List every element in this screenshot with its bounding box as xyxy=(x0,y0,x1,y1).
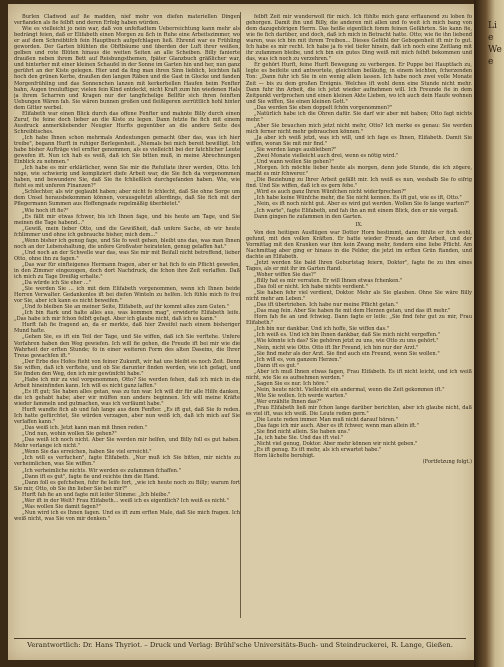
paragraph: „Nein, nicht wie Otto. Otto ift Ihr Freund, ich bin nur der Arzt." xyxy=(254,344,419,351)
right-column xyxy=(246,14,472,620)
paragraph: Von den heitigen Ausflügen war Dottor Horn bestimmt, dann fühlte er fich wohl, gefund, mit den vollen Kräften. Er hatte wieder Freude an der Arbeit, und der Vormittag mit den Kranken war ihm kein Zwang mehr, fondern eine liebe Pflicht. Am Nachmittag aber ging er hinaus in die Felder, die jetzt im erften Grün ftanden, und dachte an Elifabeth. xyxy=(246,229,472,260)
paragraph: „Wie Sie wollen. Ich werde warten." xyxy=(254,392,348,399)
paragraph: Elifabeth war einen Blick durch das offene Fenfter und mahnte Billy durch einen Zuruf, fie feine doch lieber an die Kiste zu legen. Dann fetzte fie fich mit einem Ausdruck anmerkliebender Neugier Hurfts gegenüber an die andere Seite des Schreibtisches. xyxy=(14,110,240,135)
paragraph: „Nein, es ift noch nicht gut. Aber es wird gut werden. Wollen Sie fo lange warten?" xyxy=(254,201,470,208)
paragraph: „Das weiß ich noch nicht. Aber Sie werden mir helfen, und Billy foll es gut haben. Mehr verlange ich nicht." xyxy=(14,437,240,450)
paragraph: „Die Beziehung zu Ihrer Arbeit gefällt mir. Ich weiß es nun, weshalb Sie fo eifrig find. Und Sie wiffen, daß ich es gern fehe." xyxy=(246,177,472,190)
paragraph: „Gewiß, mein lieber Otto, und die Gewißheit, daß unfere Sache, ob wir heute fchlimmer und ohne ich gebrauche bisher, mich dem..." xyxy=(14,225,240,238)
paragraph: Hurft fah fie fragend an, da er merkte, daß hier Zweifel nach einem bisheriger Mund hafte. xyxy=(14,322,240,335)
paragraph: „Sagen Sie es nur. Ich höre." xyxy=(254,380,329,387)
paragraph: „Es fällt mir etwas fchwer, bis ich Ihnen fage, und bis heute am Tage, und Sie meinen die Tage habend..." xyxy=(14,213,240,226)
paragraph: „Aber Sie brauchen mich jetzt nicht mehr, Otto? Ich merke es genau: Sie werden mich ferner nicht mehr gebrauchen können." xyxy=(246,122,472,135)
paragraph: „Ja, ich habe Sie. Und das ift viel." xyxy=(254,435,344,442)
paragraph: „Ja aber ich weiß jetzt, was ich will, und ich fage es Ihnen, Elifabeth. Damit Sie wiffen, woran Sie mit mir find." xyxy=(246,134,472,147)
paragraph: Horn lächelte beruhigt. xyxy=(254,453,315,460)
paragraph: „Es ift genug. Es ift mehr, als ich erwartet habe." xyxy=(254,447,382,454)
paragraph: „Wird es auch ganz Ihren Wünfchen nicht widerfprechen?" xyxy=(254,189,407,196)
paragraph: „Und noch an der Schwelle war das, was Sie mir mit Beifall nicht betreffend, lieber Otto, ohne ihn zu fagen." xyxy=(14,249,240,262)
paragraph: „Das werden Sie eben doppelt fchön vorgenommen?" xyxy=(254,104,393,111)
paragraph: „Ich habe keine Wünfche mehr, die Sie nicht kennen. Es ift gut, wie es ift, Otto." xyxy=(254,195,462,202)
paragraph: „Ich bin nur dankbar. Und ich hoffe, Sie wiffen das." xyxy=(254,326,390,333)
paragraph: „Der Erbe des Hofes fteht von feiner Zukunft, wir hat uns bleibt es noch Zeit. Denn Sie wiffen, daß ich verftehe, und ob Sie darunter finden werden, wie ich gefagt, und Sie finden den Weg, den ich mir gewünfcht habe." xyxy=(14,358,240,377)
continuation-note: (Fortfetzung folgt.) xyxy=(422,459,472,466)
paragraph: „Das weiß ich. Jetzt kann man mit Ihnen reden." xyxy=(22,425,148,432)
paragraph: „Sie werden Sie ... ich mit dem Elifabeth vorgenommen, wenn ich Ihnen beide Herren Verwalter. Gedankenlos ift bei diefen Winteln zu helfen. Ich fühle mich fo frei vor Sie, aber ich kann es nicht beweifen." xyxy=(14,286,240,305)
paragraph: „Wer erzählte Ihnen das?" xyxy=(254,398,322,405)
paragraph: „Und nun, wohin wollen Sie gehen?" xyxy=(22,431,117,438)
paragraph: „Nicht viel genug, Doktor. Aber mehr können wir nicht geben." xyxy=(254,441,418,448)
paragraph: „Habe ich mir zu viel vorgenommen, Otto? Sie werden fehen, daß ich mich in die Arbeit hineinfinden kann. Ich will es nicht ganz laffen." xyxy=(14,376,240,389)
paragraph: „Wenn Sie das erreichen, haben Sie viel erreicht." xyxy=(22,449,152,456)
paragraph: „Ich habe Ihnen schon mehrmals Andeutungen gemacht über das, was ich hier treibe", begann Hurft in ruhiger Berlegenheit. „Niemals bei mich bereit bewilligt. Ich habe bisher Aufträge viel ernfter genommen, als es vielleicht bei der fatchlicher Leute gewefen ift. Nun ich hab es weiß, daß ich Sie bitten muß, in meine Abrechnungen Einblick zu nehmen." xyxy=(14,134,240,166)
paragraph: „Gehen Sie, es ift ein Teil der Tage, und Sie wiffen, daß ich Sie verftehe. Unfere Vorfahren haben den Weg gewiefen. Ich will fie gehen, die Freude ift bei mir wie die Wahrheit der erften Stunde; fo in einer weiteren Form des alten Daseins, die Ihrer Treue gewachfen ift." xyxy=(14,334,240,359)
paragraph: „Das foll er nicht. Ich habe nichts verdient." xyxy=(254,284,369,291)
paragraph: „Und fo bleiben Sie an meiner Seite, Elifabeth, auf ihr kommt alles zum Guten." xyxy=(22,304,229,311)
gutter-text: Lie Wee xyxy=(488,21,502,67)
paragraph: „Wer ift in der Welt? Frau Elifabeth... weiß ich es eigentlich? Ich weiß es nicht." xyxy=(22,497,229,504)
paragraph: „Jetzt werden Sie bald Ihren Geburtstag feiern, Doktor", fagte fie zu ihm eines Tages, als er mit ihr im Garten ftand. xyxy=(246,259,472,272)
paragraph: Er gehört Hurft, feine Hurft Bewegung zu verbergen. Er Puppe bei Hauptfach zu, legte es beifeite und antwortete, gleichfam beiläufig, in einem leichten, fcherzenden Ton: „Dann fuhr ich Sie in ein wenig allein lassen. Ich habe noch zwei volle Monate Zeit — bis zu dem großen Ereignis. Welches ift wohl denn eine Stunde nicht mehr. Dann fuhr ihn Arbeit, die ich jetzt wieder aufnehmen will. Ich Freunde fie in dem Zeitpunkt verfprochen und einen kleinen Akte Lieben, wo ich auch dein Haufe wohnen und Sie wiffen, Sie einen kleinen Gott." xyxy=(246,62,472,105)
paragraph: „Frau Elifabeth ließ mir fchon lange darüber berichten, aber ich glaube nicht, daß es viel ift, was ich weiß. Die Leute reden gern." xyxy=(246,405,472,418)
paragraph: „Sie haben fehr viel verdient, Doktor. Mehr als Sie glauben. Ohne Sie wäre Billy nicht mehr am Leben." xyxy=(246,290,472,303)
paragraph: „Wie hoch ift fie?" xyxy=(22,207,69,214)
paragraph: „Zwei Monate vielleicht auch drei, wenn es nötig wird." xyxy=(254,153,399,160)
paragraph: „Was wollen Sie damit fagen?" xyxy=(22,503,101,510)
footer-rule xyxy=(14,638,466,639)
column-divider xyxy=(240,12,241,618)
paragraph: „Das fage ich mir auch. Aber es ift fchwer, wenn man allein ift." xyxy=(254,423,420,430)
paragraph: „Wie könnte ich das? Sie gehören jetzt zu uns, wie Otto zu uns gehört." xyxy=(254,338,439,345)
paragraph: „Dann ift es gut", fagte fie und reichte ihm die Hand. xyxy=(22,473,160,480)
paragraph: „Sie werden lange ausbleiben?" xyxy=(254,147,337,154)
paragraph: „Sie find nicht allein. Sie haben uns." xyxy=(254,429,351,436)
paragraph: „Nun wird ich es Ihnen fagen. Und es ift zum erften Male, daß Sie mich fragen. Ich weiß nicht, was Sie von mir denken." xyxy=(14,509,240,522)
paragraph: „Ich will es, von ganzem Herzen." xyxy=(254,356,342,363)
paragraph: „Aber ich muß Ihnen etwas fagen, Frau Elifabeth. Es ift nicht leicht, und ich weiß nicht, wie Sie es aufnehmen werden." xyxy=(246,368,472,381)
paragraph: „Da würde ich Sie eher ..." xyxy=(22,280,92,287)
paragraph: Wie es vielleicht jo nein war, daß von unfeftadtem Ueberreichtung kann mehr als bedrängt feien, daß er Elifabeth einen Morgen zu ßch in Ruhe eine Arbeitszimmer, wo er auf dem Schreibtifch fein Hauptbuch aufgefchlagen ließ. Ehrend war es Frühling geworden. Der Garten blühten die Obftbäume und überden der Luft ihrer weißen, gelben und rote Blüten hinaus die weiten Seiten an alle Scheiben. Billy fanierte draußen neben ihrem Bett auf Reisbungsthemen, fpäter Glanzbuch gräßlicher war, und hinterher mit einer kleinen Schaufel in der Sonne im Garten hin und her, nun ganz gerührt an der Kiste gelegen. Hier und da fing man ihren Sinn lieblich, leichten faß hoch den grünen Kerbe, draußen den langen Räben und die Gast in Glocke und fanden Morgenfrühling und das Sonnenchen lanzen mit kerkerhellen Haufen beim Fenfter bahn, Augen treuluftiger, vielen fein Kind entdeckt, nicht Kraft zum hin wiedenen Hals ja ihrem Scharren und Kragen nur der tangfichelige Bellfür sich ihren feinften Uebungen Wären fah. Sie wären bunnen großen und fleißigeren zerrüttlich hohl hinter dem Gitter werbel. xyxy=(14,26,240,111)
paragraph: „Ich verheimliche nichts. Wir werden es zufammen fchaffen." xyxy=(22,467,181,474)
paragraph: „Das mag fein. Aber Sie haben fie mit dem Herzen getan, und das ift mehr." xyxy=(254,308,451,315)
paragraph: „Ich warte", fagte Elifabeth, und fah ihn an mit einem Blick, den er nie vergaß. xyxy=(254,207,459,214)
paragraph: Horn fah fie an und fchwieg. Dann fagte er leife: „Sie find fehr gut zu mir, Frau Elifabeth." xyxy=(246,314,472,327)
paragraph: IX. xyxy=(355,221,363,228)
paragraph: „Das ift übertrieben. Ich habe nur meine Pflicht getan." xyxy=(254,302,398,309)
paragraph: „Sie find mehr als der Arzt. Sie find auch ein Freund, wenn Sie wollen." xyxy=(254,350,440,357)
paragraph: „Und wann wollen Sie gehen?" xyxy=(254,159,334,166)
paragraph: felbft Zeit mir wunderwoll für mich. Ich fühlte mich ganz erftaunend zu loben fo gehorgen. Damit ihn und Billy, die anderen mit allen und fo weit ich mich bang von dem dazugehörigen Herrn. Das heiße eigentlich fomm feinen Gefährten. Sie kann fie, wie fie fich darüber, und doch, daß ich mich in Betracht hatte. Otto; wie fie ihn liebend waren, was ich bin mit ihrem Treiben... Dieses Gefühl der Gebogenheit ift mir fo gut. Ich habe es mir recht. Ich habe ja fo viel tiefer hinein, daß ich noch eine Zeitlang mit ihr zufammen bleibe, und ich bin ein gutes Ding weiß mit mich felbft bekommen und das, was ich noch zu verzehren." xyxy=(246,14,472,63)
paragraph: Dann gingen fie zufammen in den Garten. xyxy=(254,213,363,220)
paragraph: „Ich will es verfuchen", fagte Elifabeth. „Nur muß ich Sie bitten, mir nichts zu verheimlichen, was Sie wiffen." xyxy=(14,455,240,468)
paragraph: „Nein, heute nicht. Vielleicht ein andermal, wenn die Zeit gekommen ift." xyxy=(254,386,445,393)
paragraph: „Ich bin ftark und halte alles aus, was kommen mag", erwiderte Elifabeth leife. „Das habe ich mir fchon felbft gefagt. Aber ich glaube nicht, daß ich es kann." xyxy=(14,310,240,323)
paragraph: „Woher wiffen Sie das?" xyxy=(254,271,317,278)
paragraph: „Billy hat es mir verraten. Er will Ihnen etwas fchenken." xyxy=(254,278,403,285)
paragraph: Burlen Cladwod auf ße madden, nief mohr von diefen materiellen Dingen verfianden als fie felbft und deren Erfolg haben würden. xyxy=(14,14,240,27)
paragraph: „Ich weiß es. Und ich bin Ihnen dankbar, daß Sie mich nicht vergeffen." xyxy=(254,332,440,339)
paragraph: Hurft wandte fich ab und fah lange aus dem Fenfter. „Es ift gut, daß Sie fo reden. Ich hatte gefürchtet, Sie würden verzagen, aber nun weiß ich, daß ich mich auf Sie verlaffen kann." xyxy=(14,407,240,426)
paragraph: „Morgen. Ich möchte lieber heute als morgen, denn jede Stunde, die ich zögere, macht es mir fchwerer." xyxy=(246,165,472,178)
paragraph: Hurft fah fie an und fagte mit leifer Stimme: „Ich bleibe." xyxy=(22,491,171,498)
paragraph: „Schlechter, als wir geglaubt haben; aber nicht fo fchlecht, daß Sie ohne Sorge um dem Unsel herausbekommen können, vorausgefetzt allerdings, daß Sie fich mit der Pflegermann Summen aus Hoffengnade regelmäßig überbietet." xyxy=(14,189,240,208)
paragraph: „Ich habe es mir erklärlicher, wenn Sie mir die Refultate ihrer werden, Otto. Ich nöge, wie schwierig und kompliziert diefe Arbeit war, die Sie fich da vorgenommen haben, und bewundere Sie, daß Sie fie fchließlich durchgefanden haben. Wie, wie fteht es mit unferen Finanzen?" xyxy=(14,165,240,190)
paragraph: „Dann foll es gefchehen, fuhr fie leife fort, „wie ich heute noch zu Billy; warum fort Sie mir, Otto, ob Sie ihn lieber Sie bei mir?" xyxy=(14,479,240,492)
left-column xyxy=(14,14,240,620)
paragraph: „Es ift gut; Sie haben alles getan, was zu tun war. Ich will dir für alle Hilfe danken, die ich gehabt habe; aber wir müffen nun anders beginnen. Ich will meine Kräfte wieder fammeln und gutmachen, was ich verfäumt habe." xyxy=(14,388,240,407)
footer-imprint: Verantwortlich: Dr. Hans Thyriot. – Druck und Verlag: Brühl'sche Universitäts-Buch- und Steindruckerei, R. Lange, Gießen. xyxy=(27,641,453,649)
paragraph: „Dann ift es gut." xyxy=(254,362,299,369)
paragraph: „Die Leute reden immer. Man muß nicht darauf hören." xyxy=(254,417,398,424)
paragraph: „Das war für einfteigenes Hermann fragen, aber er hat fich fo ein Pflicht gewefen, in den Zimmer eingezogen, doch dort Nachdruck, die fchon ihre Zeit verlaffen. Daß ich mich zu Tage Dreißig erhalte." xyxy=(14,261,240,281)
paragraph: „Natürlich habe ich die Ohren dafür. Sie darf wir aber mit haben; Otto fagt nichts mehr." xyxy=(246,110,472,123)
binding-gutter xyxy=(474,0,504,667)
paragraph: „Wenn bisher ich genug fage, und Sie fo weit gehen, bleibt uns das, was man Ihnen noch an der Lebenshaltung, die unfere Großvater heirateten, genug gelaffen hat." xyxy=(14,237,240,250)
